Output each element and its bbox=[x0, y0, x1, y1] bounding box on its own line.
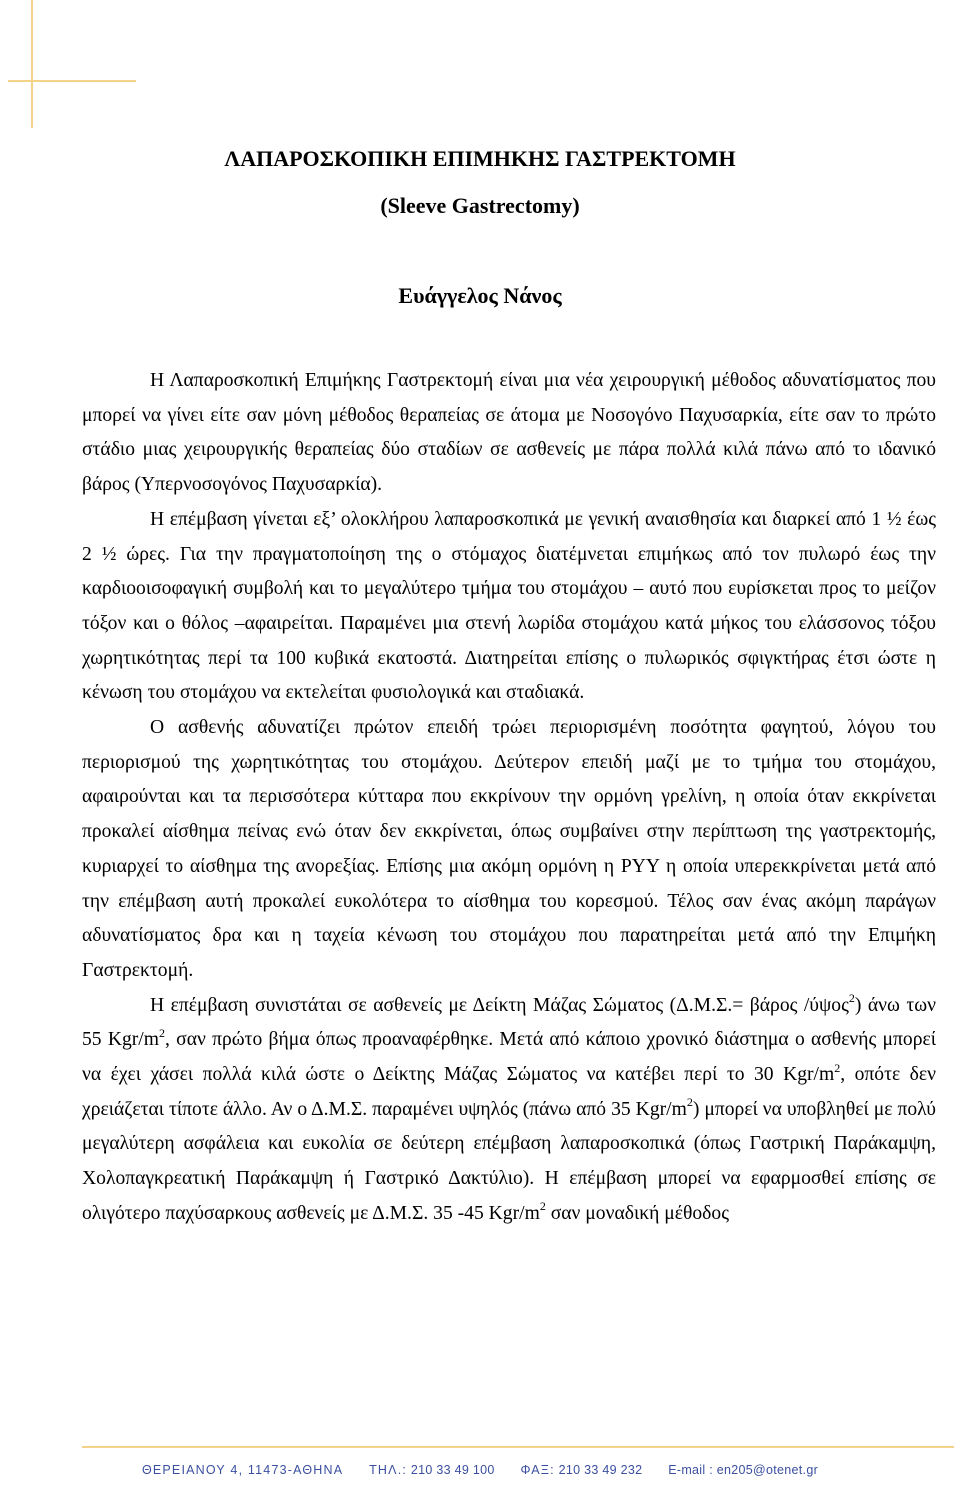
superscript-2: 2 bbox=[834, 1060, 841, 1075]
document-title: ΛΑΠΑΡΟΣΚΟΠΙΚΗ ΕΠΙΜΗΚΗΣ ΓΑΣΤΡΕΚΤΟΜΗ bbox=[224, 146, 736, 171]
superscript-2: 2 bbox=[686, 1095, 693, 1110]
footer-fax-label: ΦΑΞ: bbox=[520, 1463, 555, 1477]
paragraph-4 bbox=[82, 989, 936, 1232]
document-subtitle: (Sleeve Gastrectomy) bbox=[380, 193, 580, 218]
paragraph-4-part-e: ) μπορεί να υποβληθεί με πολύ μεγαλύτερη ασφάλεια και ευκολία σε δεύτερη επέμβαση λαπαροσκοπικά (όπως Γαστρική Παράκαμψη, Χολοπαγκρεατική Παράκαμψη ή Γαστρικό Δακτύλιο). Η επέμβαση μπορεί να εφαρμοσθεί επίσης σε ολιγότερο παχύσαρκους ασθενείς με Δ.Μ.Σ. 35 -45 Kgr/m bbox=[82, 1098, 936, 1224]
footer-fax: 210 33 49 232 bbox=[558, 1463, 643, 1477]
paragraph-4-part-a: Η επέμβαση συνιστάται σε ασθενείς με Δείκτη Μάζας Σώματος (Δ.Μ.Σ.= βάρος /ύψος bbox=[150, 994, 849, 1016]
paragraph-2: Η επέμβαση γίνεται εξ’ ολοκλήρου λαπαροσκοπικά με γενική αναισθησία και διαρκεί από 1 ½ έως 2 ½ ώρες. Για την πραγματοποίηση της ο στόμαχος διατέμνεται επιμήκως από τον πυλωρό έως την καρδιοοισοφαγική συμβολή και το μεγαλύτερο τμήμα του στομάχου – αυτό που ευρίσκεται προς το μείζον τόξον και ο θόλος –αφαιρείται. Παραμένει μια στενή λωρίδα στομάχου κατά μήκος του ελάσσονος τόξου χωρητικότητας περί τα 100 κυβικά εκατοστά. Διατηρείται επίσης ο πυλωρικός σφιγκτήρας έτσι ώστε η κένωση του στομάχου να εκτελείται φυσιολογικά και σταδιακά. bbox=[82, 508, 936, 704]
corner-horizontal-rule bbox=[8, 80, 136, 82]
superscript-2: 2 bbox=[159, 1025, 165, 1040]
footer-phone: 210 33 49 100 bbox=[410, 1463, 495, 1477]
superscript-2: 2 bbox=[539, 1199, 546, 1214]
page-footer bbox=[0, 1463, 960, 1477]
footer-phone-label: ΤΗΛ.: bbox=[369, 1463, 408, 1477]
footer-address: ΘΕΡΕΙΑΝΟΥ 4, 11473-ΑΘΗΝΑ bbox=[141, 1463, 344, 1477]
paragraph-4-part-c: , σαν πρώτο βήμα όπως προαναφέρθηκε. Μετά από κάποιο χρονικό διάστημα ο ασθενής μπορεί να έχει χάσει πολλά κιλά ώστε ο Δείκτης Μάζας Σώματος να κατέβει περί το 30 Kgr/m bbox=[82, 1029, 937, 1086]
footer-rule bbox=[82, 1446, 954, 1448]
document-body bbox=[82, 364, 936, 1232]
superscript-2: 2 bbox=[848, 991, 855, 1006]
footer-email: E-mail : en205@otenet.gr bbox=[668, 1463, 819, 1477]
paragraph-4-part-b: ) άνω των 55 Kgr/m bbox=[82, 994, 936, 1051]
corner-vertical-rule bbox=[31, 0, 33, 128]
paragraph-4-part-f: σαν μοναδική μέθοδος bbox=[545, 1202, 729, 1224]
paragraph-4-part-d: , οπότε δεν χρειάζεται τίποτε άλλο. Αν ο Δ.Μ.Σ. παραμένει υψηλός (πάνω από 35 Kgr/m bbox=[82, 1064, 937, 1120]
paragraph-1: Η Λαπαροσκοπική Επιμήκης Γαστρεκτομή είναι μια νέα χειρουργική μέθοδος αδυνατίσματος που μπορεί να γίνει είτε σαν μόνη μέθοδος θεραπείας σε άτομα με Νοσογόνο Παχυσαρκία, είτε σαν το πρώτο στάδιο μιας χειρουργικής θεραπείας δύο σταδίων σε ασθενείς με πάρα πολλά κιλά πάνω από το ιδανικό βάρος (Υπερνοσογόνος Παχυσαρκία). bbox=[82, 370, 936, 496]
document-author: Ευάγγελος Νάνος bbox=[398, 283, 562, 308]
paragraph-3: Ο ασθενής αδυνατίζει πρώτον επειδή τρώει περιορισμένη ποσότητα φαγητού, λόγου του περιορισμού της χωρητικότητας του στομάχου. Δεύτερον επειδή μαζί με το τμήμα του στομάχου, αφαιρούνται και τα περισσότερα κύτταρα που εκκρίνουν την ορμόνη γρελίνη, η οποία όταν εκκρίνεται προκαλεί αίσθημα πείνας ενώ όταν δεν εκκρίνεται, όπως συμβαίνει στην περίπτωση της γαστρεκτομής, κυριαρχεί το αίσθημα της ανορεξίας. Επίσης μια ακόμη ορμόνη η PYY η οποία υπερεκκρίνεται μετά από την επέμβαση αυτή προκαλεί ευκολότερα το αίσθημα του κορεσμού. Τέλος σαν ένας ακόμη παράγων αδυνατίσματος δρα και η ταχεία κένωση του στομάχου που παρατηρείται μετά από την Επιμήκη Γαστρεκτομή. bbox=[82, 717, 936, 981]
